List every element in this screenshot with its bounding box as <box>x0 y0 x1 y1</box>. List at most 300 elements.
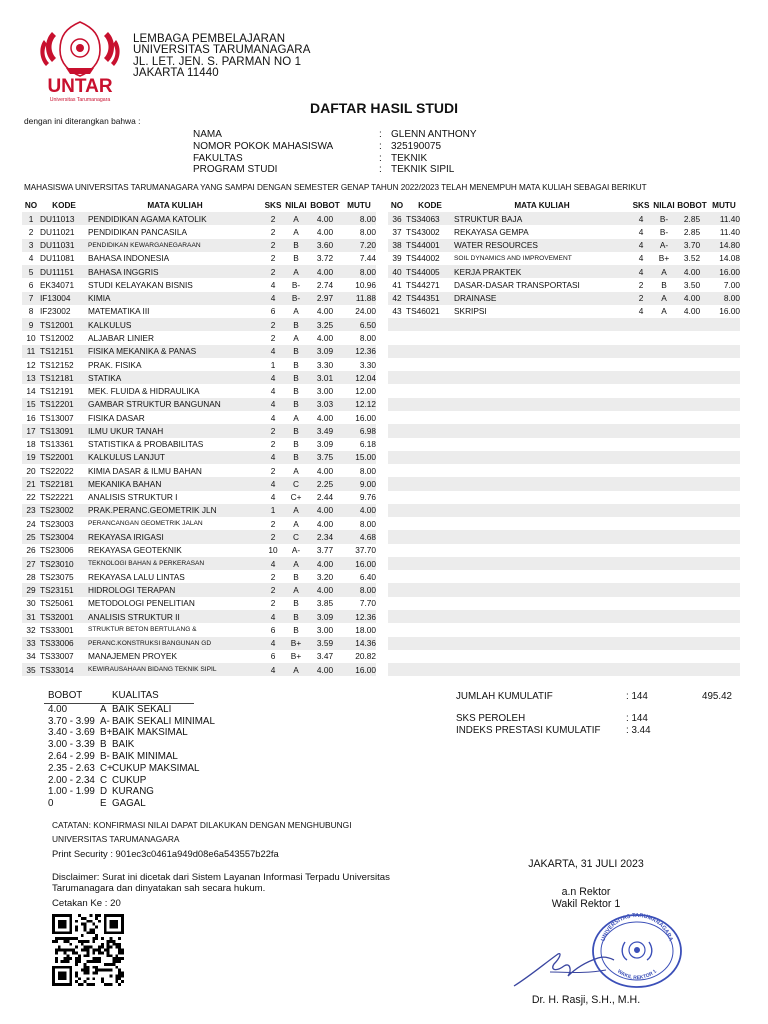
grade-letter: E <box>100 798 107 810</box>
cell-kode: TS33014 <box>40 663 88 676</box>
cell-sks <box>630 411 652 424</box>
cell-kode: TS23151 <box>40 583 88 596</box>
cell-no: 14 <box>26 386 36 397</box>
grade-scale-row <box>48 775 215 787</box>
cell-mk: PRAK.PERANC.GEOMETRIK JLN <box>88 504 262 517</box>
cell-mutu <box>708 424 740 437</box>
cell-sks <box>630 318 652 331</box>
cell-sks <box>630 504 652 517</box>
cell-mk: STATIKA <box>88 371 262 384</box>
cell-bobot: 3.72 <box>316 253 334 264</box>
cell-bobot: 3.00 <box>316 386 334 397</box>
cell-kode <box>406 663 454 676</box>
cell-sks <box>630 623 652 636</box>
cell-nilai <box>652 610 676 623</box>
cell-sks <box>630 371 652 384</box>
cell-kode <box>406 438 454 451</box>
empty-row <box>388 583 740 596</box>
summary-value: : 144 <box>626 713 648 725</box>
cell-nilai: B- <box>652 212 676 225</box>
cell-no: 22 <box>26 492 36 503</box>
cell-kode <box>406 583 454 596</box>
course-row <box>22 650 376 663</box>
cell-mutu <box>708 650 740 663</box>
cell-no <box>388 398 406 411</box>
cell-mk: MANAJEMEN PROYEK <box>88 651 177 662</box>
course-row <box>388 212 740 225</box>
cell-mutu: 12.36 <box>342 610 376 623</box>
identity-row: PROGRAM STUDI : TEKNIK SIPIL <box>193 164 455 176</box>
cell-bobot: 3.47 <box>316 651 334 662</box>
cell-mk <box>454 623 630 636</box>
cell-mutu: 14.36 <box>342 637 376 650</box>
cell-kode: TS13361 <box>40 439 74 450</box>
course-row <box>22 398 376 411</box>
cell-sks: 2 <box>270 465 276 476</box>
cell-kode <box>406 610 454 623</box>
identity-label: FAKULTAS <box>193 152 243 164</box>
cell-no: 3 <box>22 239 40 252</box>
cell-kode: DU11031 <box>40 239 88 252</box>
cell-nilai: A <box>284 212 308 225</box>
course-row <box>388 305 740 318</box>
cell-kode: TS43002 <box>406 226 440 237</box>
cell-sks: 1 <box>262 504 284 517</box>
cell-no <box>388 491 406 504</box>
grade-description: BAIK MINIMAL <box>112 750 178 762</box>
cell-sks: 2 <box>262 530 284 543</box>
cell-nilai: C+ <box>290 492 302 503</box>
cell-nilai: A <box>284 557 308 570</box>
cell-kode <box>406 557 454 570</box>
note-block <box>52 818 352 846</box>
cell-nilai: A <box>293 465 299 476</box>
cell-bobot <box>676 517 708 530</box>
course-row <box>22 530 376 543</box>
empty-row <box>388 557 740 570</box>
cell-mk: BAHASA INDONESIA <box>88 253 170 264</box>
course-row <box>388 278 740 291</box>
cell-sks <box>630 544 652 557</box>
cell-mk: PENDIDIKAN KEWARGANEGARAAN <box>88 239 262 252</box>
cell-nilai: C <box>284 477 308 490</box>
cell-bobot <box>676 451 708 464</box>
cell-no: 7 <box>22 292 40 305</box>
empty-row <box>388 411 740 424</box>
cell-kode: TS22221 <box>40 492 74 503</box>
cell-bobot <box>676 331 708 344</box>
cell-mk <box>454 637 630 650</box>
empty-row <box>388 477 740 490</box>
col-header-nilai: NILAI <box>652 198 676 212</box>
cell-bobot: 4.00 <box>316 465 334 476</box>
cell-nilai: B <box>284 451 308 464</box>
cell-no: 28 <box>26 571 36 582</box>
cell-mk: KIMIA DASAR & ILMU BAHAN <box>88 465 202 476</box>
course-row <box>22 371 376 384</box>
cell-mutu: 11.88 <box>342 292 376 305</box>
cell-mk <box>454 371 630 384</box>
cell-no: 6 <box>28 279 34 290</box>
cell-mutu: 8.00 <box>359 465 376 476</box>
cell-bobot: 3.59 <box>308 637 342 650</box>
cell-mk <box>454 464 630 477</box>
cell-nilai: B <box>284 398 308 411</box>
cell-nilai <box>652 345 676 358</box>
grade-scale-row <box>48 786 215 798</box>
cell-kode: TS23004 <box>40 530 88 543</box>
cell-kode: DU11013 <box>40 212 88 225</box>
grade-letter: A- <box>100 715 110 727</box>
cell-bobot: 4.00 <box>308 583 342 596</box>
grade-description: CUKUP MAKSIMAL <box>112 762 200 774</box>
cell-mutu <box>708 411 740 424</box>
grade-range: 4.00 <box>48 703 68 715</box>
cell-bobot <box>676 464 708 477</box>
grade-range: 3.00 - 3.39 <box>48 739 95 751</box>
cell-bobot <box>676 345 708 358</box>
cell-mutu <box>708 464 740 477</box>
cell-no: 10 <box>26 333 36 344</box>
cell-mutu: 8.00 <box>359 518 376 529</box>
identity-label: PROGRAM STUDI <box>193 164 278 176</box>
course-row <box>22 318 376 331</box>
header-line: UNIVERSITAS TARUMANAGARA <box>133 44 311 57</box>
student-identity <box>193 129 477 176</box>
cell-mutu <box>708 331 740 344</box>
logo-subtitle: Universitas Tarumanagara <box>49 97 111 103</box>
cell-nilai: B <box>284 345 308 358</box>
cell-mk: REKAYASA GEMPA <box>454 226 529 237</box>
empty-row <box>388 663 740 676</box>
cell-sks <box>630 451 652 464</box>
course-row <box>22 583 376 596</box>
empty-row <box>388 517 740 530</box>
cell-kode: IF23002 <box>40 306 71 317</box>
cell-mk <box>454 530 630 543</box>
cell-bobot <box>676 504 708 517</box>
cell-mk <box>454 544 630 557</box>
cell-sks: 4 <box>638 306 644 317</box>
summary-row-jumlah <box>456 691 732 702</box>
cell-no: 9 <box>22 318 40 331</box>
cell-kode: TS12191 <box>40 386 74 397</box>
cell-kode: DU11021 <box>40 226 75 237</box>
cell-mk: PERANC.KONSTRUKSI BANGUNAN GD <box>88 637 262 650</box>
cell-no: 12 <box>26 359 36 370</box>
cell-mutu: 16.00 <box>355 412 376 423</box>
cell-sks <box>630 438 652 451</box>
cell-mk <box>454 345 630 358</box>
table-header-row <box>22 198 376 212</box>
cell-kode: TS33006 <box>40 637 88 650</box>
course-row <box>22 239 376 252</box>
grade-description: GAGAL <box>112 798 146 810</box>
cell-mutu <box>708 597 740 610</box>
empty-row <box>388 544 740 557</box>
identity-row: NAMA : GLENN ANTHONY <box>193 129 477 140</box>
cell-sks <box>630 637 652 650</box>
course-row <box>22 477 376 490</box>
cell-mk: ANALISIS STRUKTUR I <box>88 492 178 503</box>
cell-bobot: 4.00 <box>676 265 708 278</box>
cell-bobot <box>676 544 708 557</box>
cell-mutu <box>708 663 740 676</box>
seal-subtext: WAKIL REKTOR 1 <box>616 968 658 982</box>
course-row <box>22 663 376 676</box>
cell-bobot <box>676 650 708 663</box>
cell-no <box>388 384 406 397</box>
cell-mk: PENDIDIKAN AGAMA KATOLIK <box>88 212 262 225</box>
course-row <box>22 252 376 265</box>
grade-letter: C+ <box>100 762 113 774</box>
cell-sks: 4 <box>262 371 284 384</box>
summary-total-mutu: 495.42 <box>702 691 732 702</box>
course-row <box>22 225 376 238</box>
cell-kode: TS12181 <box>40 371 88 384</box>
cell-mk <box>454 477 630 490</box>
grade-scale-row <box>48 751 215 763</box>
cell-nilai <box>652 544 676 557</box>
cell-sks <box>630 331 652 344</box>
cell-no <box>388 371 406 384</box>
cell-no <box>388 623 406 636</box>
grade-scale-head-kualitas: KUALITAS <box>112 690 159 701</box>
cell-nilai: A- <box>652 239 676 252</box>
cell-mk <box>454 570 630 583</box>
cell-kode <box>406 371 454 384</box>
cell-kode <box>406 623 454 636</box>
cell-no: 21 <box>22 477 40 490</box>
grade-letter: B+ <box>100 727 113 739</box>
cell-mutu: 7.00 <box>723 279 740 290</box>
cell-bobot: 3.75 <box>308 451 342 464</box>
cell-mk: REKAYASA GEOTEKNIK <box>88 545 182 556</box>
cell-mutu: 24.00 <box>355 306 376 317</box>
cell-no <box>388 451 406 464</box>
cell-mutu: 16.00 <box>342 663 376 676</box>
course-row <box>22 623 376 636</box>
cell-no: 18 <box>26 439 36 450</box>
cell-no: 37 <box>392 226 402 237</box>
cell-bobot: 4.00 <box>316 333 334 344</box>
cell-mutu <box>708 504 740 517</box>
cell-mk: HIDROLOGI TERAPAN <box>88 583 262 596</box>
cell-sks: 4 <box>630 239 652 252</box>
cell-no: 16 <box>26 412 36 423</box>
cell-kode: IF13004 <box>40 292 88 305</box>
cell-kode <box>406 544 454 557</box>
course-row <box>22 504 376 517</box>
cell-bobot: 2.34 <box>308 530 342 543</box>
cell-sks <box>630 358 652 371</box>
empty-row <box>388 398 740 411</box>
cell-no <box>388 318 406 331</box>
cell-no: 40 <box>388 265 406 278</box>
place-date: JAKARTA, 31 JULI 2023 <box>528 858 644 870</box>
cell-no <box>388 358 406 371</box>
cell-mk: MATEMATIKA III <box>88 306 150 317</box>
cell-bobot <box>676 623 708 636</box>
cell-nilai <box>652 451 676 464</box>
cell-bobot: 4.00 <box>308 212 342 225</box>
cell-mutu: 16.00 <box>719 306 740 317</box>
cell-nilai <box>652 384 676 397</box>
cell-nilai: A <box>293 333 299 344</box>
cell-kode: TS23010 <box>40 557 88 570</box>
cell-kode: TS25061 <box>40 598 74 609</box>
cell-no: 35 <box>22 663 40 676</box>
course-row <box>22 438 376 451</box>
cell-sks <box>630 464 652 477</box>
cell-no <box>388 438 406 451</box>
course-row <box>388 239 740 252</box>
cell-mk <box>454 358 630 371</box>
cell-mutu: 16.00 <box>708 265 740 278</box>
cell-mutu: 9.00 <box>342 477 376 490</box>
cell-nilai: A <box>293 518 299 529</box>
cell-no <box>388 411 406 424</box>
cell-sks: 4 <box>270 492 276 503</box>
col-header-mata-kuliah: MATA KULIAH <box>454 198 630 212</box>
course-row <box>22 345 376 358</box>
cell-no: 42 <box>388 292 406 305</box>
cell-bobot: 3.00 <box>316 624 334 635</box>
cell-bobot: 4.00 <box>676 292 708 305</box>
cell-mk: KALKULUS <box>88 318 262 331</box>
cell-bobot: 3.09 <box>308 345 342 358</box>
cell-mk: BAHASA INGGRIS <box>88 265 262 278</box>
cell-no: 23 <box>22 504 40 517</box>
course-row <box>388 292 740 305</box>
cell-nilai <box>652 477 676 490</box>
cell-sks: 4 <box>262 451 284 464</box>
cell-sks: 2 <box>270 333 276 344</box>
summary-block <box>456 691 732 736</box>
empty-row <box>388 424 740 437</box>
cell-nilai: A <box>652 265 676 278</box>
cell-sks: 4 <box>630 265 652 278</box>
cell-kode <box>406 451 454 464</box>
cell-kode: TS22001 <box>40 451 88 464</box>
course-row <box>22 384 376 397</box>
cell-kode <box>406 358 454 371</box>
cell-mutu: 12.04 <box>342 371 376 384</box>
cell-kode <box>406 398 454 411</box>
empty-row <box>388 345 740 358</box>
cell-bobot <box>676 557 708 570</box>
cell-nilai: B <box>284 318 308 331</box>
empty-row <box>388 384 740 397</box>
cell-sks: 2 <box>270 226 276 237</box>
statement-text: MAHASISWA UNIVERSITAS TARUMANAGARA YANG SAMPAI DENGAN SEMESTER GENAP TAHUN 2022/2023 TELAH MENEMPUH MATA KULIAH SEBAGAI BERIKUT <box>24 183 647 192</box>
cell-nilai <box>652 517 676 530</box>
cell-kode: TS44002 <box>406 253 440 264</box>
cell-bobot <box>676 411 708 424</box>
cell-sks <box>630 597 652 610</box>
header-line: JL. LET. JEN. S. PARMAN NO 1 <box>133 55 302 68</box>
cell-mutu <box>708 491 740 504</box>
col-header-bobot: BOBOT <box>308 198 342 212</box>
col-header-mutu: MUTU <box>342 198 376 212</box>
empty-row <box>388 318 740 331</box>
cell-no: 34 <box>26 651 36 662</box>
cell-mk: KALKULUS LANJUT <box>88 451 262 464</box>
cell-mk: GAMBAR STRUKTUR BANGUNAN <box>88 398 262 411</box>
cell-sks <box>630 570 652 583</box>
cell-mk <box>454 557 630 570</box>
cell-kode: TS13091 <box>40 424 88 437</box>
cell-bobot <box>676 477 708 490</box>
cell-sks: 2 <box>270 253 276 264</box>
cell-bobot: 3.77 <box>316 545 334 556</box>
identity-value: 325190075 <box>391 140 442 152</box>
summary-value: : 3.44 <box>626 724 651 736</box>
cell-mutu: 4.00 <box>342 504 376 517</box>
cell-nilai <box>652 597 676 610</box>
empty-row <box>388 358 740 371</box>
identity-value: TEKNIK <box>391 152 428 164</box>
cell-mutu <box>708 557 740 570</box>
cell-mutu <box>708 318 740 331</box>
empty-row <box>388 491 740 504</box>
cell-mutu: 6.50 <box>342 318 376 331</box>
cell-mutu: 7.44 <box>359 253 376 264</box>
col-header-kode: KODE <box>406 198 454 212</box>
empty-row <box>388 623 740 636</box>
table-header-row <box>388 198 740 212</box>
header-line: JAKARTA 11440 <box>133 67 219 80</box>
cell-no <box>388 663 406 676</box>
empty-row <box>388 650 740 663</box>
summary-value: : 144 <box>626 691 648 702</box>
grade-scale-head-bobot: BOBOT <box>48 690 83 701</box>
cell-sks <box>630 477 652 490</box>
cell-mutu: 9.76 <box>359 492 376 503</box>
empty-row <box>388 610 740 623</box>
course-row <box>22 358 376 371</box>
cell-sks: 2 <box>270 518 276 529</box>
cell-bobot <box>676 530 708 543</box>
cell-mk: WATER RESOURCES <box>454 239 630 252</box>
col-header-no: NO <box>22 198 40 212</box>
cell-sks <box>630 663 652 676</box>
cell-no: 19 <box>22 451 40 464</box>
cell-mk <box>454 411 630 424</box>
cell-sks <box>630 610 652 623</box>
svg-text:UNIVERSITAS TARUMANAGARA <box>601 913 674 942</box>
cell-sks: 2 <box>630 292 652 305</box>
cell-mk: SKRIPSI <box>454 306 487 317</box>
cell-nilai: B <box>284 371 308 384</box>
cell-nilai: A <box>284 663 308 676</box>
identity-value: GLENN ANTHONY <box>391 129 477 140</box>
cell-mk: DASAR-DASAR TRANSPORTASI <box>454 279 580 290</box>
grade-scale-row <box>48 727 215 739</box>
cell-sks: 2 <box>262 424 284 437</box>
course-row <box>22 491 376 504</box>
cell-mutu: 20.82 <box>355 651 376 662</box>
cell-nilai: B <box>284 239 308 252</box>
cell-bobot <box>676 583 708 596</box>
cell-bobot: 4.00 <box>316 226 334 237</box>
cell-mutu: 14.80 <box>708 239 740 252</box>
grade-range: 1.00 - 1.99 <box>48 786 95 798</box>
cell-no: 8 <box>28 306 34 317</box>
cell-bobot: 2.25 <box>308 477 342 490</box>
cell-bobot <box>676 610 708 623</box>
cell-bobot: 4.00 <box>308 557 342 570</box>
